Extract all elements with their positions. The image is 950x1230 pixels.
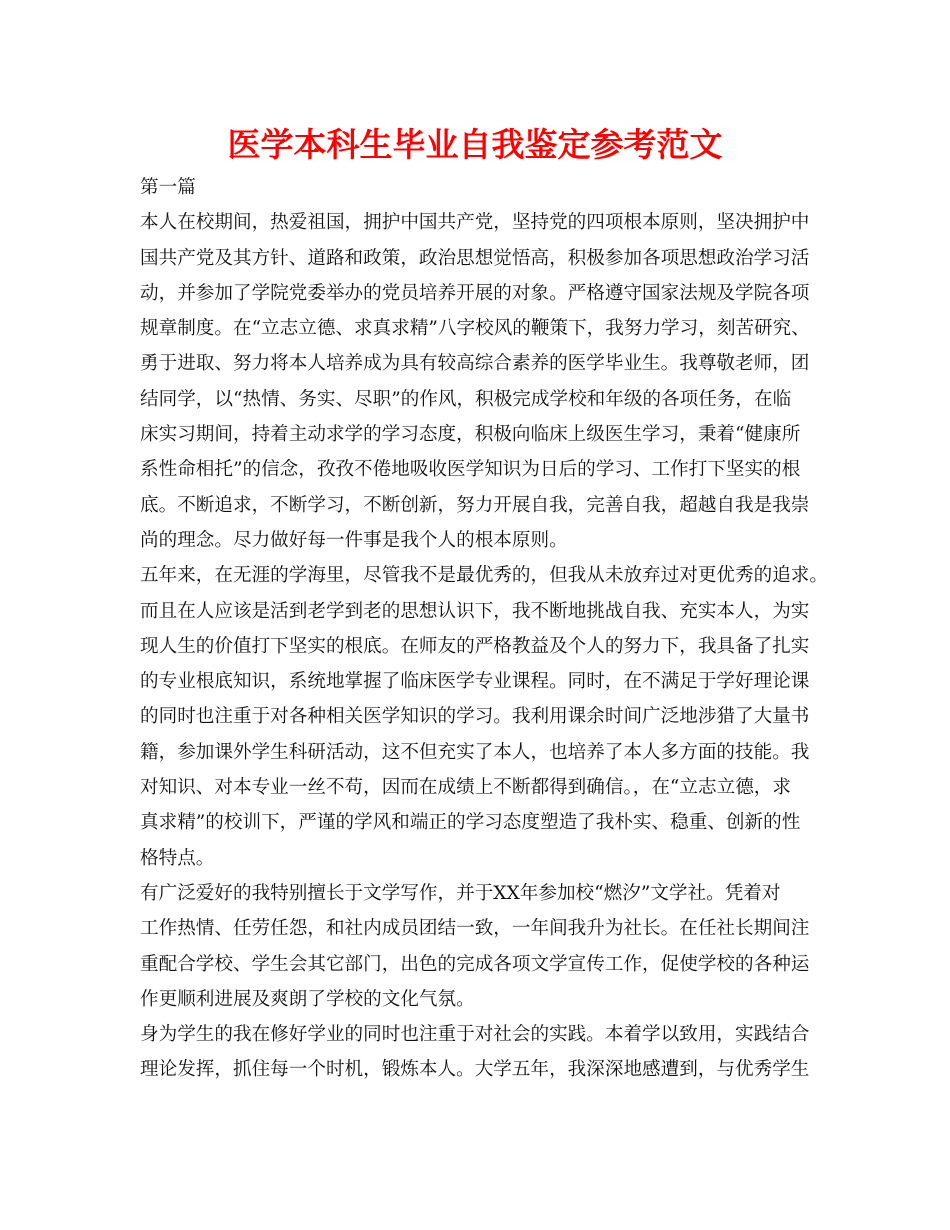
body-line: 国共产党及其方针、道路和政策，政治思想觉悟高，积极参加各项思想政治学习活: [140, 247, 810, 269]
body-line: 系性命相托”的信念，孜孜不倦地吸收医学知识为日后的学习、工作打下坚实的根: [140, 459, 801, 481]
body-line: 的专业根底知识，系统地掌握了临床医学专业课程。同时，在不满足于学好理论课: [140, 671, 810, 693]
body-line: 工作热情、任劳任怨，和社内成员团结一致，一年间我升为社长。在任社长期间注: [140, 918, 810, 940]
body-line: 尚的理念。尽力做好每一件事是我个人的根本原则。: [140, 529, 568, 551]
section-heading: 第一篇: [140, 177, 196, 198]
body-line: 而且在人应该是活到老学到老的思想认识下，我不断地挑战自我、充实本人，为实: [140, 600, 810, 622]
body-line: 作更顺利进展及爽朗了学校的文化气氛。: [140, 988, 475, 1010]
body-line: 理论发挥，抓住每一个时机，锻炼本人。大学五年，我深深地感遭到，与优秀学生: [140, 1059, 810, 1081]
body-line: 规章制度。在“立志立德、求真求精”八字校风的鞭策下，我努力学习，刻苦研究、: [140, 318, 810, 340]
document-title: 医学本科生毕业自我鉴定参考范文: [227, 125, 723, 164]
body-line: 真求精”的校训下，严谨的学风和端正的学习态度塑造了我朴实、稳重、创新的性: [140, 812, 801, 834]
body-line: 身为学生的我在修好学业的同时也注重于对社会的实践。本着学以致用，实践结合: [140, 1024, 810, 1046]
body-line: 有广泛爱好的我特别擅长于文学写作，并于XX年参加校“燃汐”文学社。凭着对: [140, 882, 781, 904]
body-line: 重配合学校、学生会其它部门，出色的完成各项文学宣传工作，促使学校的各种运: [140, 953, 810, 975]
body-line: 结同学，以“热情、务实、尽职”的作风，积极完成学校和年级的各项任务，在临: [140, 388, 792, 410]
body-line: 籍，参加课外学生科研活动，这不但充实了本人，也培养了本人多方面的技能。我: [140, 741, 810, 763]
body-line: 本人在校期间，热爱祖国，拥护中国共产党，坚持党的四项根本原则，坚决拥护中: [140, 212, 810, 234]
body-line: 底。不断追求，不断学习，不断创新，努力开展自我，完善自我，超越自我是我崇: [140, 494, 810, 516]
body-line: 格特点。: [140, 847, 215, 869]
body-line: 勇于进取、努力将本人培养成为具有较高综合素养的医学毕业生。我尊敬老师，团: [140, 353, 810, 375]
body-line: 的同时也注重于对各种相关医学知识的学习。我利用课余时间广泛地涉猎了大量书: [140, 706, 810, 728]
body-line: 五年来，在无涯的学海里，尽管我不是最优秀的，但我从未放弃过对更优秀的追求。: [140, 565, 828, 587]
body-line: 动，并参加了学院党委举办的党员培养开展的对象。严格遵守国家法规及学院各项: [140, 282, 810, 304]
document-body: [140, 170, 830, 1088]
body-line: 现人生的价值打下坚实的根底。在师友的严格教益及个人的努力下，我具备了扎实: [140, 635, 810, 657]
body-line: 对知识、对本专业一丝不苟，因而在成绩上不断都得到确信。，在“立志立德，求: [140, 777, 791, 799]
body-line: 床实习期间，持着主动求学的学习态度，积极向临床上级医生学习，秉着“健康所: [140, 424, 801, 446]
